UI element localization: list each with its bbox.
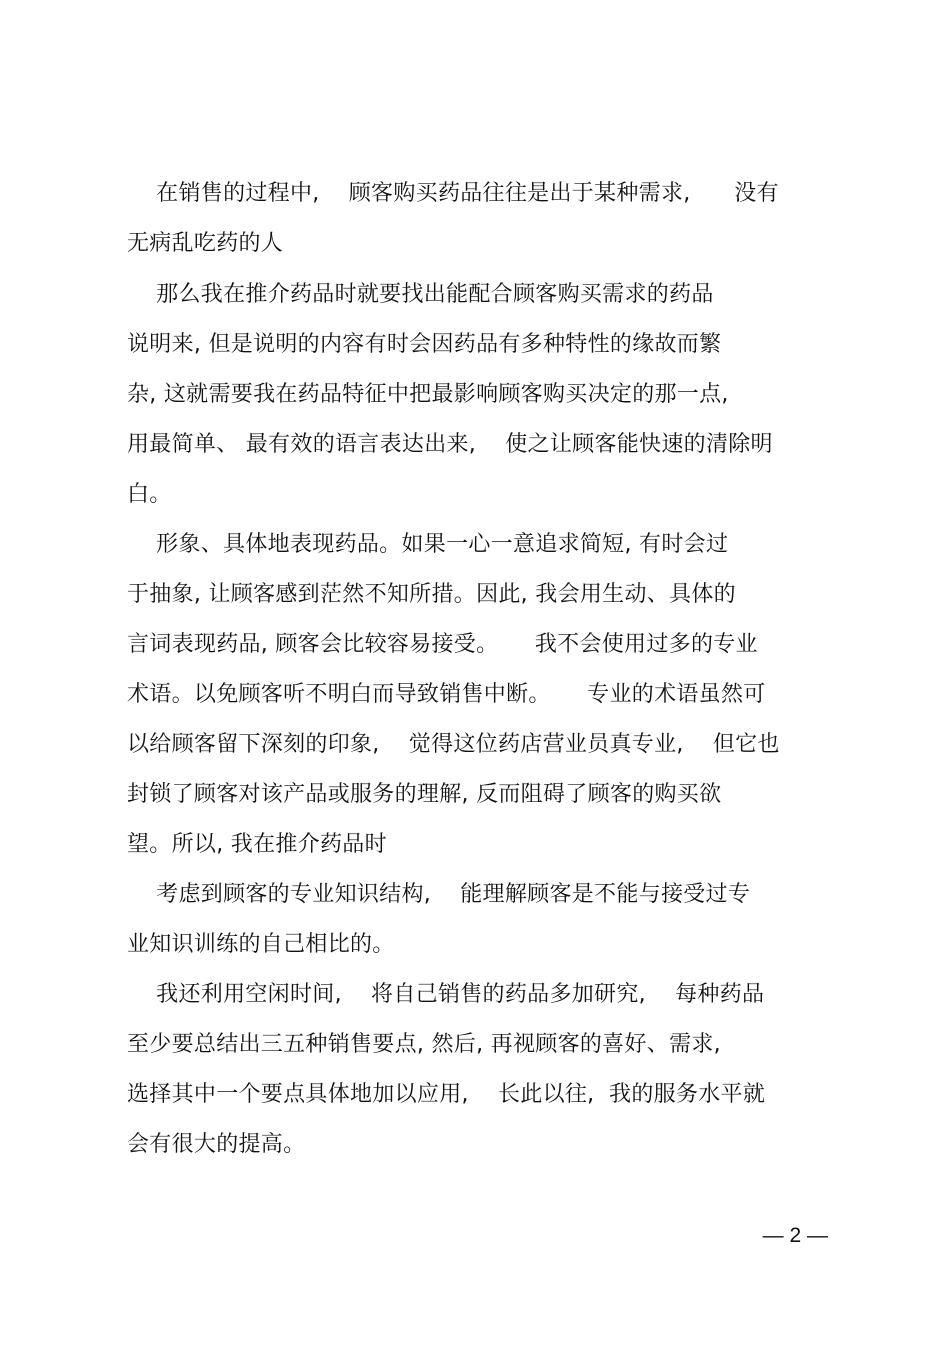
text-line: 白。 [127,482,172,507]
text-line: 形象、具体地表现药品。如果一心一意追求简短, 有时会过 [127,532,729,557]
text-line: 业知识训练的自己相比的。 [127,932,395,957]
text-line: 封锁了顾客对该产品或服务的理解, 反而阻碍了顾客的购买欲 [127,782,722,807]
text-line: 考虑到顾客的专业知识结构, 能理解顾客是不能与接受过专 [127,882,751,907]
text-line: 言词表现药品, 顾客会比较容易接受。 我不会使用过多的专业 [127,632,758,657]
text-line: 会有很大的提高。 [127,1132,306,1157]
text-line: 我还利用空闲时间, 将自己销售的药品多加研究, 每种药品 [127,982,765,1007]
text-line: 以给顾客留下深刻的印象, 觉得这位药店营业员真专业, 但它也 [127,732,780,757]
text-line: 在销售的过程中, 顾客购买药品往往是出于某种需求, 没有 [127,181,779,206]
text-line: 无病乱吃药的人 [127,231,284,256]
text-line: 望。所以, 我在推介药品时 [127,832,387,857]
text-line: 用最简单、 最有效的语言表达出来, 使之让顾客能快速的清除明 [127,432,773,457]
text-line: 于抽象, 让顾客感到茫然不知所措。因此, 我会用生动、具体的 [127,582,736,607]
text-line: 那么我在推介药品时就要找出能配合顾客购买需求的药品 [127,282,714,307]
text-line: 术语。以免顾客听不明白而导致销售中断。 专业的术语虽然可 [127,682,766,707]
text-line: 至少要总结出三五种销售要点, 然后, 再视顾客的喜好、需求, [127,1032,721,1057]
text-line: 杂, 这就需要我在药品特征中把最影响顾客购买决定的那一点, [127,382,729,407]
text-line: 说明来, 但是说明的内容有时会因药品有多种特性的缘故而繁 [127,332,722,357]
page-number: — 2 — [762,1224,828,1247]
text-line: 选择其中一个要点具体地加以应用, 长此以往, 我的服务水平就 [127,1082,766,1107]
